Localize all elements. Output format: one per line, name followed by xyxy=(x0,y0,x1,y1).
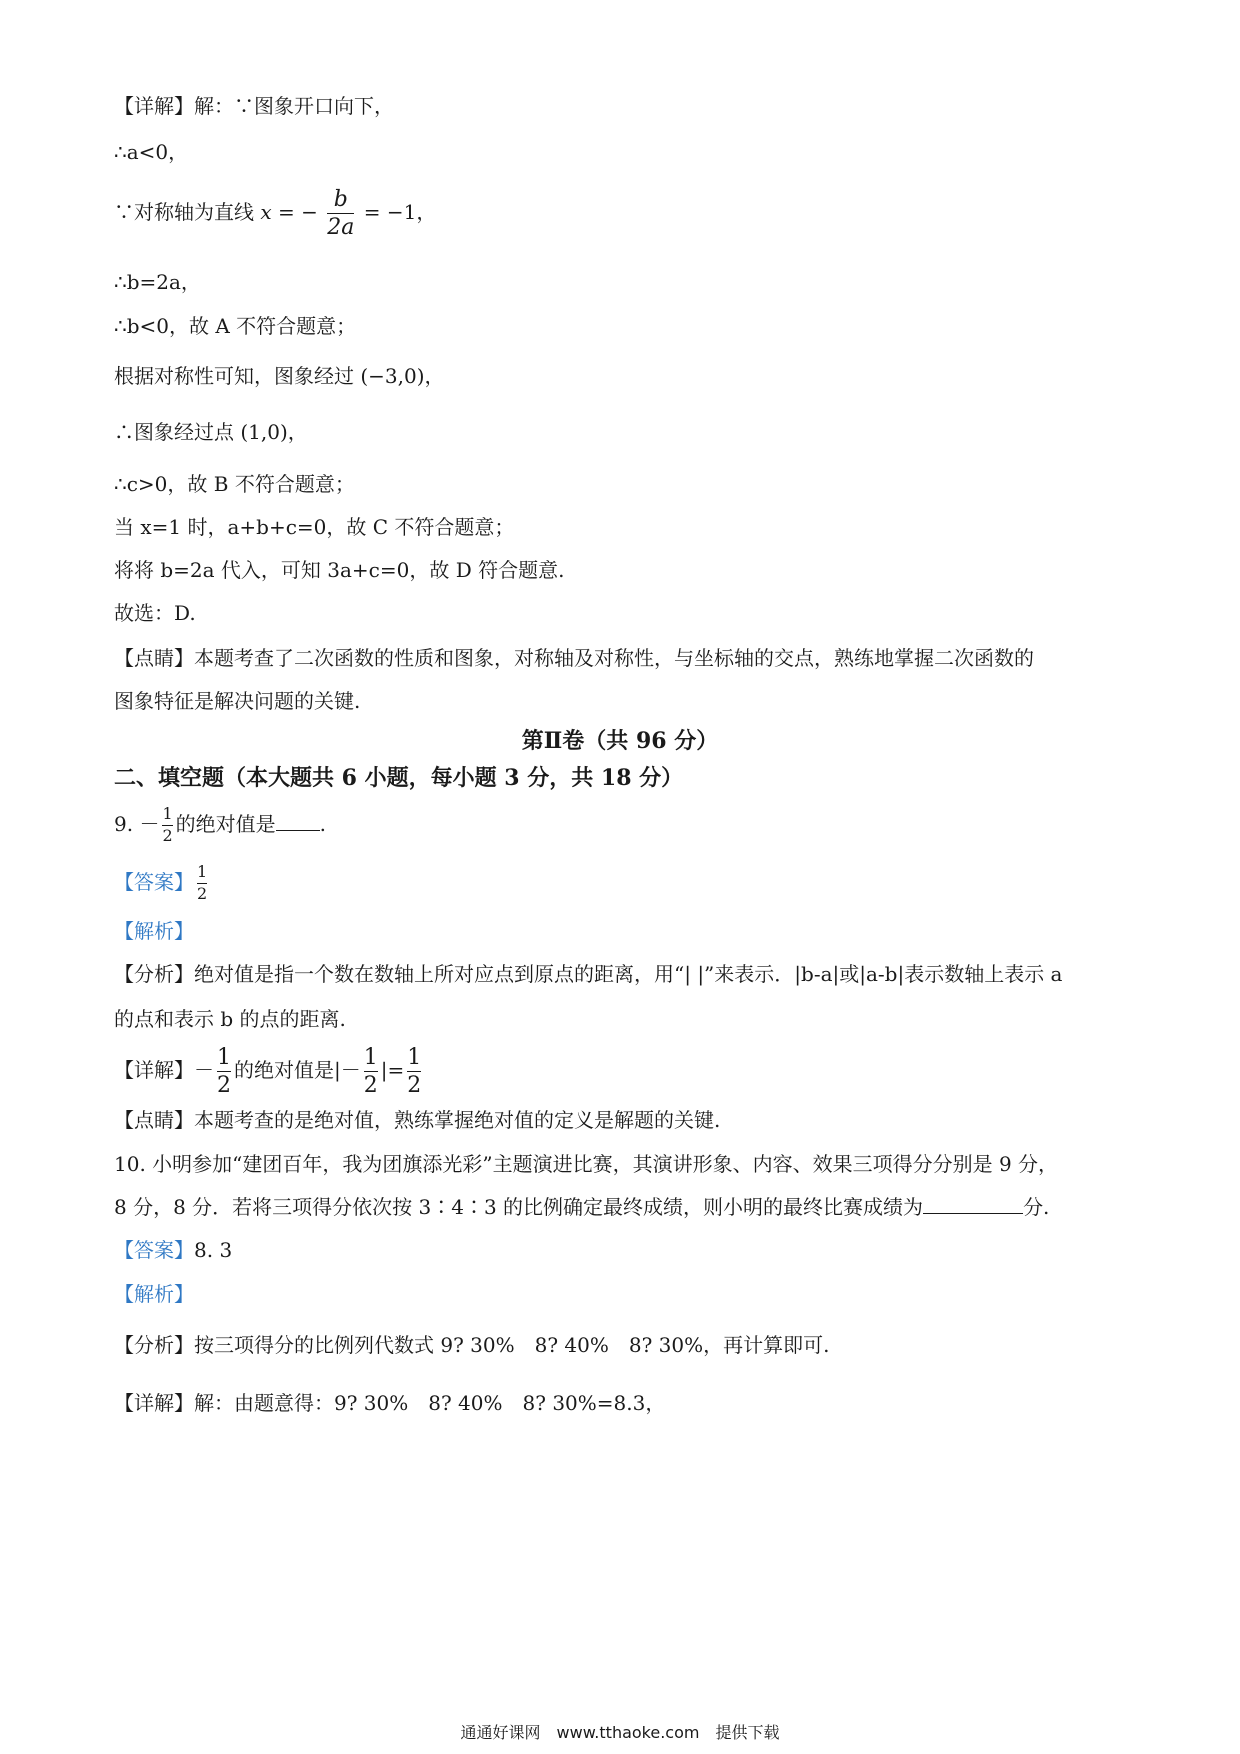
q9-minus: － xyxy=(139,811,160,836)
detail-line-3 xyxy=(114,188,436,239)
detail-line-4: ∴b=2a， xyxy=(114,270,201,294)
q9-detail-fraction-3 xyxy=(407,1046,421,1097)
q10-stem-text: 8 分，8 分．若将三项得分依次按 3∶4∶3 的比例确定最终成绩，则小明的最终比赛成绩为 xyxy=(114,1195,924,1219)
q9-detail-num-1: 1 xyxy=(217,1045,231,1070)
detail-line-1: 【详解】解：∵图象开口向下， xyxy=(114,94,394,118)
q9-stem-text: 的绝对值是 xyxy=(175,811,276,836)
q10-stem-line-2 xyxy=(114,1193,1049,1221)
q9-fenxi-line-1: 【分析】绝对值是指一个数在数轴上所对应点到原点的距离，用“| |”来表示．|b-a|或|a-b|表示数轴上表示 a xyxy=(114,962,1063,986)
q9-detail-fraction-1 xyxy=(217,1046,231,1097)
q9-fraction-den: 2 xyxy=(162,825,173,845)
q9-analysis-label: 【解析】 xyxy=(114,919,194,943)
q9-answer-fraction xyxy=(197,864,207,903)
fraction-bar xyxy=(364,1071,378,1072)
q9-answer xyxy=(114,864,210,903)
detail-line-8: ∴c>0，故 B 不符合题意； xyxy=(114,472,355,496)
q9-fenxi-line-2: 的点和表示 b 的点的距离. xyxy=(114,1007,346,1031)
q9-detail-num-3: 1 xyxy=(407,1045,422,1070)
fraction-bar xyxy=(217,1071,231,1072)
detail-line-6: 根据对称性可知，图象经过 (−3,0)， xyxy=(114,364,445,388)
q9-detail xyxy=(114,1046,424,1097)
q9-answer-num: 1 xyxy=(197,862,208,881)
section-title: 第Ⅱ卷（共 96 分） xyxy=(521,728,719,754)
axis-fraction-num: b xyxy=(333,187,348,212)
q9-detail-label: 【详解】－ xyxy=(114,1058,214,1083)
axis-fraction xyxy=(327,188,354,239)
q10-answer-blank xyxy=(923,1193,1023,1214)
q9-answer-den: 2 xyxy=(197,883,208,903)
fraction-bar xyxy=(407,1071,421,1072)
dianjing-line-2: 图象特征是解决问题的关键. xyxy=(114,689,361,713)
q9-fraction xyxy=(162,806,172,845)
q9-dianjing: 【点睛】本题考查的是绝对值，熟练掌握绝对值的定义是解题的关键. xyxy=(114,1108,721,1132)
q9-detail-mid: 的绝对值是|－ xyxy=(234,1058,361,1083)
q9-answer-blank xyxy=(276,810,320,831)
axis-rhs: = −1， xyxy=(363,200,437,225)
q9-detail-den-1: 2 xyxy=(217,1073,231,1099)
axis-text: ∵对称轴为直线 xyxy=(114,200,254,225)
axis-fraction-den: 2a xyxy=(327,215,355,241)
page-footer: 通通好课网 www.tthaoke.com 提供下载 xyxy=(460,1723,780,1742)
detail-line-11: 故选：D. xyxy=(114,601,196,625)
q9-number: 9. xyxy=(114,811,134,836)
q10-answer xyxy=(114,1236,232,1264)
q9-detail-den-3: 2 xyxy=(407,1073,422,1099)
detail-line-5: ∴b<0，故 A 不符合题意； xyxy=(114,314,357,338)
q9-detail-fraction-2 xyxy=(364,1046,378,1097)
q10-answer-value: 8. 3 xyxy=(194,1238,233,1262)
dianjing-line-1: 【点睛】本题考查了二次函数的性质和图象，对称轴及对称性，与坐标轴的交点，熟练地掌握二次函数的 xyxy=(114,646,1034,670)
detail-line-7: ∴图象经过点 (1,0)， xyxy=(114,420,308,444)
q10-answer-label: 【答案】 xyxy=(114,1238,194,1262)
q10-detail: 【详解】解：由题意得：9? 30% 8? 40% 8? 30%=8.3， xyxy=(114,1391,666,1415)
q10-fenxi: 【分析】按三项得分的比例列代数式 9? 30% 8? 40% 8? 30%，再计算即可. xyxy=(114,1333,830,1357)
detail-line-2: ∴a<0， xyxy=(114,140,189,164)
q10-analysis-label: 【解析】 xyxy=(114,1282,194,1306)
q9-fraction-num: 1 xyxy=(162,804,173,823)
q9-end: . xyxy=(319,811,326,836)
q10-stem-end: 分. xyxy=(1023,1195,1050,1219)
detail-line-9: 当 x=1 时，a+b+c=0，故 C 不符合题意； xyxy=(114,515,515,539)
detail-line-10: 将将 b=2a 代入，可知 3a+c=0，故 D 符合题意. xyxy=(114,558,565,582)
axis-lhs: x = − xyxy=(260,200,318,225)
q9-stem xyxy=(114,806,326,845)
q9-detail-den-2: 2 xyxy=(363,1073,378,1099)
q9-detail-num-2: 1 xyxy=(363,1045,378,1070)
fraction-bar xyxy=(327,213,354,214)
q9-answer-label: 【答案】 xyxy=(114,869,194,894)
q9-detail-eq: |= xyxy=(380,1058,405,1083)
section-subtitle: 二、填空题（本大题共 6 小题，每小题 3 分，共 18 分） xyxy=(114,765,684,791)
q10-stem-line-1: 10. 小明参加“建团百年，我为团旗添光彩”主题演进比赛，其演讲形象、内容、效果三项得分分别是 9 分， xyxy=(114,1152,1059,1176)
